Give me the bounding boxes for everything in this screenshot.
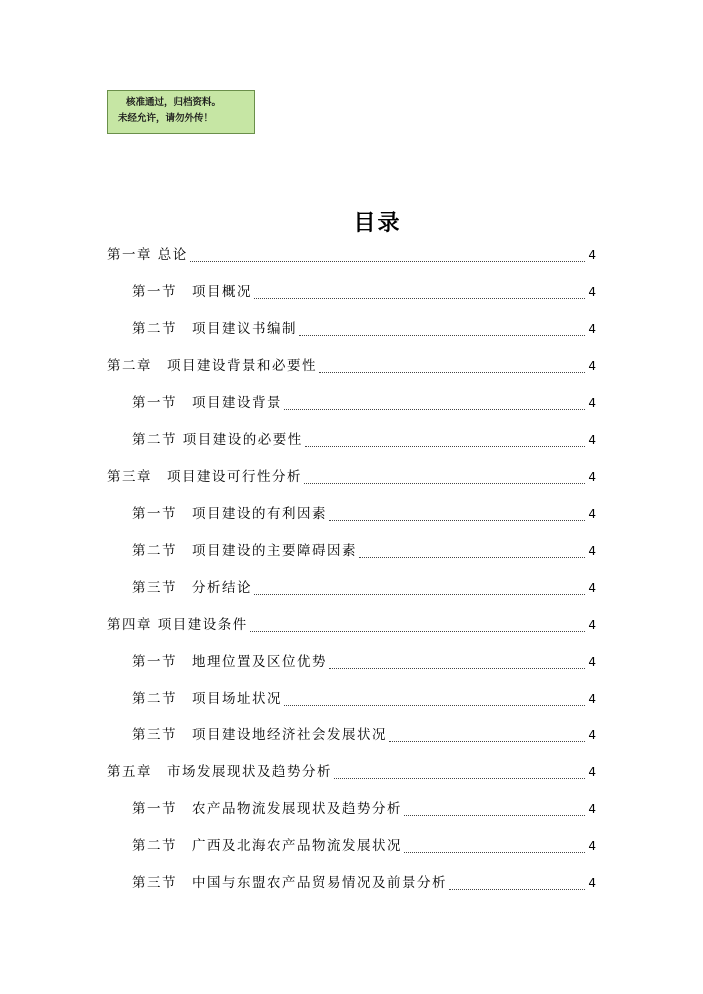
toc-entry-text: 第一节 农产品物流发展现状及趋势分析 xyxy=(132,801,402,817)
toc-entry-text: 第一节 项目建设的有利因素 xyxy=(132,506,327,522)
toc-title: 目录 xyxy=(353,210,402,236)
toc-entry-section[interactable] xyxy=(132,833,596,855)
toc-entry-text: 第四章 项目建设条件 xyxy=(107,617,248,633)
leader-dots xyxy=(404,814,585,816)
toc-entry-section[interactable] xyxy=(132,501,596,523)
stamp-line-1: 核准通过，归档资料。 xyxy=(126,97,222,108)
toc-entry-page: 4 xyxy=(588,692,596,706)
toc-entry-section[interactable] xyxy=(132,722,596,744)
toc-entry-chapter-4[interactable] xyxy=(107,612,596,634)
leader-dots xyxy=(329,667,585,669)
toc-entry-page: 4 xyxy=(588,396,596,410)
leader-dots xyxy=(254,593,585,595)
leader-dots xyxy=(319,371,585,373)
toc-entry-page: 4 xyxy=(588,359,596,373)
leader-dots xyxy=(304,482,585,484)
toc-entry-text: 第二节 项目建设的主要障碍因素 xyxy=(132,543,357,559)
toc-entry-section[interactable] xyxy=(132,686,596,708)
toc-entry-page: 4 xyxy=(588,322,596,336)
leader-dots xyxy=(284,704,585,706)
leader-dots xyxy=(329,519,585,521)
leader-dots xyxy=(449,888,585,890)
toc-entry-chapter-1[interactable] xyxy=(107,242,596,264)
toc-entry-text: 第三节 项目建设地经济社会发展状况 xyxy=(132,727,387,743)
leader-dots xyxy=(389,740,585,742)
leader-dots xyxy=(250,630,585,632)
toc-entry-section[interactable] xyxy=(132,390,596,412)
toc-entry-page: 4 xyxy=(588,470,596,484)
toc-entry-section[interactable] xyxy=(132,649,596,671)
leader-dots xyxy=(404,851,585,853)
toc-entry-chapter-5[interactable] xyxy=(107,759,596,781)
leader-dots xyxy=(190,260,585,262)
toc-entry-section[interactable] xyxy=(132,279,596,301)
toc-entry-text: 第三节 中国与东盟农产品贸易情况及前景分析 xyxy=(132,875,447,891)
toc-entry-page: 4 xyxy=(588,765,596,779)
toc-entry-text: 第二节 项目建设的必要性 xyxy=(132,432,303,448)
leader-dots xyxy=(305,445,585,447)
toc-entry-page: 4 xyxy=(588,433,596,447)
toc-entry-section[interactable] xyxy=(132,796,596,818)
toc-entry-text: 第二节 项目场址状况 xyxy=(132,691,282,707)
toc-entry-section[interactable] xyxy=(132,538,596,560)
toc-entry-text: 第二节 广西及北海农产品物流发展状况 xyxy=(132,838,402,854)
toc-entry-chapter-2[interactable] xyxy=(107,353,596,375)
toc-entry-page: 4 xyxy=(588,655,596,669)
toc-entry-page: 4 xyxy=(588,544,596,558)
toc-entry-text: 第三章 项目建设可行性分析 xyxy=(107,469,302,485)
toc-entry-chapter-3[interactable] xyxy=(107,464,596,486)
leader-dots xyxy=(254,297,585,299)
toc-entry-section[interactable] xyxy=(132,575,596,597)
toc-entry-page: 4 xyxy=(588,876,596,890)
toc-entry-text: 第一章 总论 xyxy=(107,247,188,263)
toc-entry-page: 4 xyxy=(588,248,596,262)
toc-entry-text: 第二节 项目建议书编制 xyxy=(132,321,297,337)
toc-entry-text: 第一节 地理位置及区位优势 xyxy=(132,654,327,670)
toc-entry-section[interactable] xyxy=(132,870,596,892)
toc-entry-text: 第二章 项目建设背景和必要性 xyxy=(107,358,317,374)
toc-entry-text: 第五章 市场发展现状及趋势分析 xyxy=(107,764,332,780)
toc-entry-page: 4 xyxy=(588,802,596,816)
toc-entry-text: 第三节 分析结论 xyxy=(132,580,252,596)
toc-entry-page: 4 xyxy=(588,507,596,521)
stamp-line-2: 未经允许，请勿外传！ xyxy=(118,113,214,124)
toc-entry-page: 4 xyxy=(588,839,596,853)
leader-dots xyxy=(284,408,585,410)
toc-entry-section[interactable] xyxy=(132,316,596,338)
toc-entry-text: 第一节 项目概况 xyxy=(132,284,252,300)
leader-dots xyxy=(359,556,585,558)
leader-dots xyxy=(299,334,585,336)
toc-entry-page: 4 xyxy=(588,728,596,742)
toc-entry-page: 4 xyxy=(588,618,596,632)
toc-entry-page: 4 xyxy=(588,581,596,595)
leader-dots xyxy=(334,777,585,779)
toc-entry-text: 第一节 项目建设背景 xyxy=(132,395,282,411)
toc-entry-section[interactable] xyxy=(132,427,596,449)
toc-entry-page: 4 xyxy=(588,285,596,299)
